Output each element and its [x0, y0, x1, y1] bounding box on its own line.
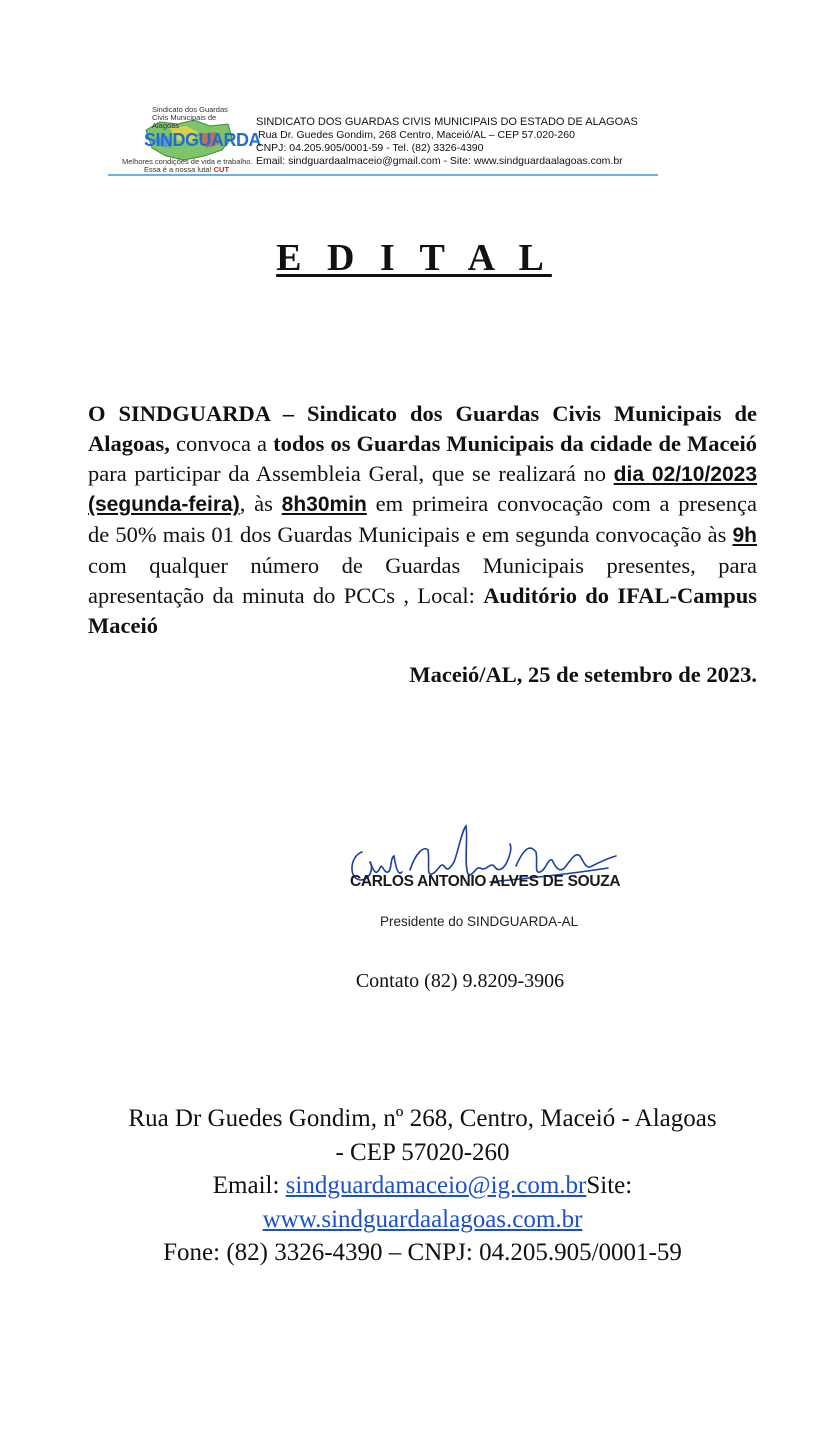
footer-email-line — [40, 1169, 805, 1203]
letterhead-cnpj-phone: CNPJ: 04.205.905/0001-59 - Tel. (82) 3326-4390 — [256, 142, 484, 154]
letterhead-text — [256, 116, 638, 168]
letterhead — [108, 98, 660, 178]
footer-site-link[interactable]: www.sindguardaalagoas.com.br — [262, 1205, 583, 1233]
logo-top-text: Sindicato dos Guardas Civis Municipais de Alagoas — [152, 105, 228, 130]
logo-motto — [122, 158, 253, 174]
footer-site-label: Site: — [586, 1172, 633, 1199]
letterhead-org-name: SINDICATO DOS GUARDAS CIVIS MUNICIPAIS DO ESTADO DE ALAGOAS — [256, 116, 638, 128]
body-org: O SINDGUARDA – Sindicato dos Guardas Civis Municipais de Alagoas, — [88, 401, 757, 456]
body-date: dia 02/10/2023 (segunda-feira) — [88, 462, 757, 517]
notice-body — [88, 399, 757, 640]
signatory-name: CARLOS ANTONIO ALVES DE SOUZA — [350, 873, 621, 890]
footer-email-label: Email: — [212, 1172, 286, 1199]
letterhead-address: Rua Dr. Guedes Gondim, 268 Centro, Maceió/AL – CEP 57.020-260 — [258, 129, 575, 141]
footer — [40, 1102, 805, 1270]
body-text-3: , às — [239, 491, 282, 517]
page-title — [0, 236, 828, 280]
body-text-4: em primeira convocação com a presença de 50% mais 01 dos Guardas Municipais e em segunda convocação às — [88, 491, 757, 548]
logo-motto-line2: Essa é a nossa luta! — [144, 165, 212, 174]
body-first-time: 8h30min — [281, 493, 367, 517]
body-text-1: convoca a — [169, 430, 274, 456]
letterhead-email-site: Email: sindguardaalmaceio@gmail.com - Site: www.sindguardaalagoas.com.br — [256, 155, 623, 167]
logo-wordmark: SINDGUARDA — [144, 130, 262, 150]
sindguarda-logo — [116, 104, 264, 176]
footer-phone-cnpj: Fone: (82) 3326-4390 – CNPJ: 04.205.905/0001-59 — [163, 1239, 682, 1266]
signatory-role: Presidente do SINDGUARDA-AL — [380, 914, 579, 929]
logo-motto-line1: Melhores condições de vida e trabalho. — [122, 157, 253, 166]
cut-logo: CUT — [213, 165, 230, 174]
body-location: Auditório do IFAL-Campus Maceió — [88, 582, 757, 638]
contact-phone: Contato (82) 9.8209-3906 — [355, 970, 565, 992]
footer-email-link[interactable]: sindguardamaceio@ig.com.br — [285, 1172, 587, 1199]
page-title-text: E D I T A L — [276, 237, 552, 279]
letterhead-rule — [108, 174, 658, 176]
body-text-2: para participar da Assembleia Geral, que se realizará no — [88, 460, 614, 486]
footer-address-line1: Rua Dr Guedes Gondim, nº 268, Centro, Maceió - Alagoas — [128, 1105, 717, 1132]
date-line: Maceió/AL, 25 de setembro de 2023. — [409, 662, 757, 687]
body-audience: todos os Guardas Municipais da cidade de Maceió — [273, 430, 757, 456]
body-text-5: com qualquer número de Guardas Municipais presentes, para apresentação da minuta do PCCs , Local: — [88, 552, 757, 608]
footer-address-line2: - CEP 57020-260 — [335, 1138, 510, 1166]
body-second-time: 9h — [732, 524, 757, 548]
